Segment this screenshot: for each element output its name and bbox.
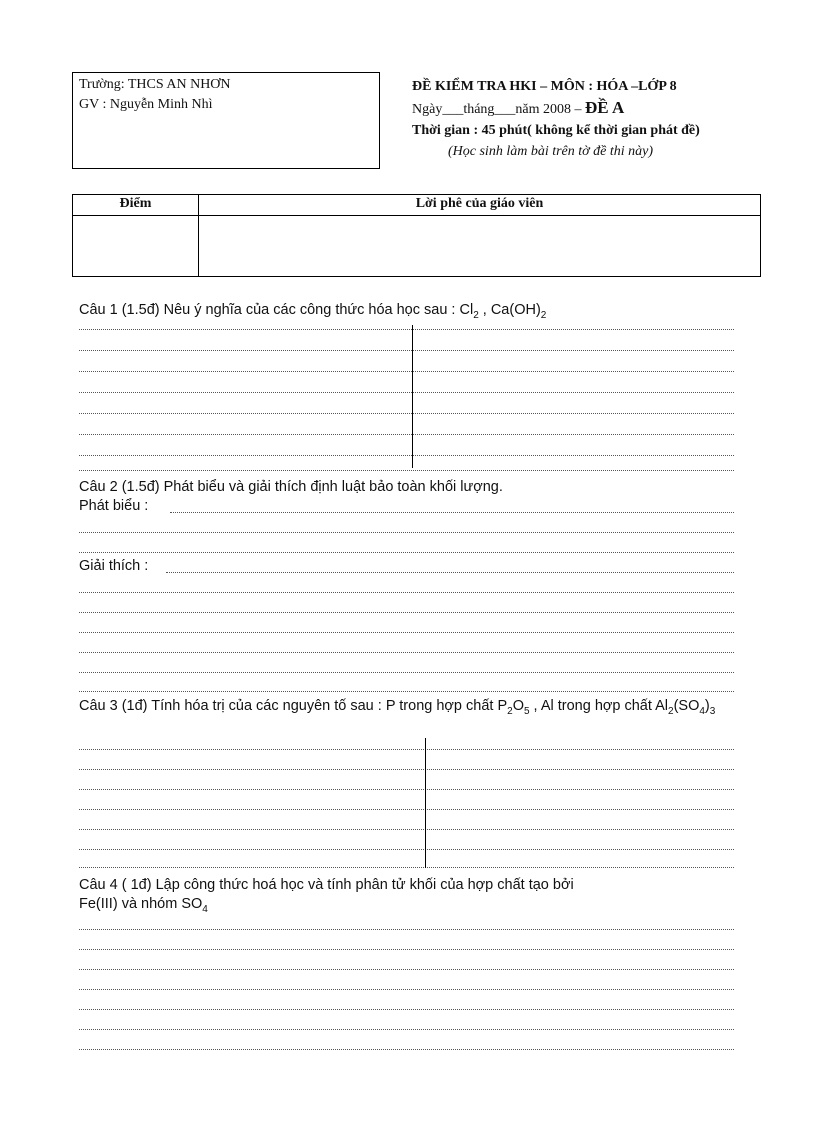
answer-line[interactable] [79, 412, 734, 414]
question-3 [79, 697, 759, 716]
answer-line[interactable] [79, 328, 734, 330]
question-4-line2 [79, 895, 759, 914]
answer-line[interactable] [79, 690, 734, 692]
question-4-text: Fe(III) và nhóm SO [79, 896, 203, 912]
answer-line[interactable] [79, 651, 734, 653]
state-label: Phát biểu : [79, 498, 149, 514]
question-2-text: Câu 2 (1.5đ) Phát biểu và giải thích định luật bảo toàn khối lượng. [79, 479, 503, 495]
exam-title: ĐỀ KIỂM TRA HKI – MÔN : HÓA –LỚP 8 [412, 79, 677, 94]
answer-line[interactable] [79, 928, 734, 930]
answer-line[interactable] [79, 988, 734, 990]
subscript: 2 [473, 309, 479, 321]
answer-line[interactable] [79, 349, 734, 351]
answer-line[interactable] [170, 511, 734, 513]
answer-line[interactable] [79, 788, 734, 790]
subscript: 4 [699, 705, 705, 717]
subscript: 3 [709, 705, 716, 717]
question-1 [79, 301, 759, 320]
school-info-box [72, 72, 380, 169]
teacher-name: GV : Nguyễn Minh Nhì [79, 97, 213, 112]
explain-label: Giải thích : [79, 558, 149, 574]
answer-line[interactable] [79, 370, 734, 372]
question-3-text: O [512, 698, 524, 714]
subscript: 2 [507, 705, 513, 717]
answer-line[interactable] [166, 571, 734, 573]
exam-date: Ngày___tháng___năm 2008 – [412, 102, 582, 117]
exam-header [412, 76, 772, 162]
subscript: 2 [668, 705, 674, 717]
answer-line[interactable] [79, 551, 734, 553]
answer-line[interactable] [79, 768, 734, 770]
answer-column-divider [425, 738, 426, 868]
question-3-text: , Al trong hợp chất Al [529, 698, 669, 714]
subscript: 5 [523, 705, 530, 717]
answer-line[interactable] [79, 828, 734, 830]
comment-header: Lời phê của giáo viên [415, 196, 544, 211]
answer-line[interactable] [79, 968, 734, 970]
grade-table [72, 194, 761, 277]
school-name: Trường: THCS AN NHƠN [79, 77, 231, 92]
question-1-text-mid: , Ca(OH) [478, 302, 541, 318]
answer-line[interactable] [79, 1028, 734, 1030]
answer-line[interactable] [79, 1008, 734, 1010]
question-2 [79, 478, 759, 497]
answer-line[interactable] [79, 808, 734, 810]
answer-line[interactable] [79, 531, 734, 533]
answer-line[interactable] [79, 469, 734, 471]
answer-line[interactable] [79, 631, 734, 633]
exam-date-line [412, 97, 772, 120]
answer-line[interactable] [79, 848, 734, 850]
subscript: 2 [540, 309, 547, 321]
question-3-text: ) [704, 698, 710, 714]
answer-line[interactable] [79, 611, 734, 613]
exam-instruction: (Học sinh làm bài trên tờ đề thi này) [448, 144, 653, 159]
score-header: Điểm [119, 196, 152, 211]
exam-time: Thời gian : 45 phút( không kể thời gian phát đề) [412, 123, 700, 138]
answer-line[interactable] [79, 1048, 734, 1050]
answer-line[interactable] [79, 391, 734, 393]
exam-code: ĐỀ A [585, 98, 625, 117]
answer-line[interactable] [79, 866, 734, 868]
question-1-text: Câu 1 (1.5đ) Nêu ý nghĩa của các công thức hóa học sau : Cl [79, 302, 474, 318]
question-3-text: (SO [673, 698, 700, 714]
subscript: 4 [202, 903, 208, 915]
question-3-text: Câu 3 (1đ) Tính hóa trị của các nguyên tố sau : P trong hợp chất P [79, 698, 508, 714]
question-4-text: Câu 4 ( 1đ) Lập công thức hoá học và tính phân tử khối của hợp chất tạo bởi [79, 877, 574, 893]
answer-line[interactable] [79, 433, 734, 435]
answer-column-divider [412, 325, 413, 468]
answer-line[interactable] [79, 748, 734, 750]
answer-line[interactable] [79, 454, 734, 456]
answer-line[interactable] [79, 591, 734, 593]
question-4 [79, 876, 759, 914]
answer-line[interactable] [79, 671, 734, 673]
answer-line[interactable] [79, 948, 734, 950]
